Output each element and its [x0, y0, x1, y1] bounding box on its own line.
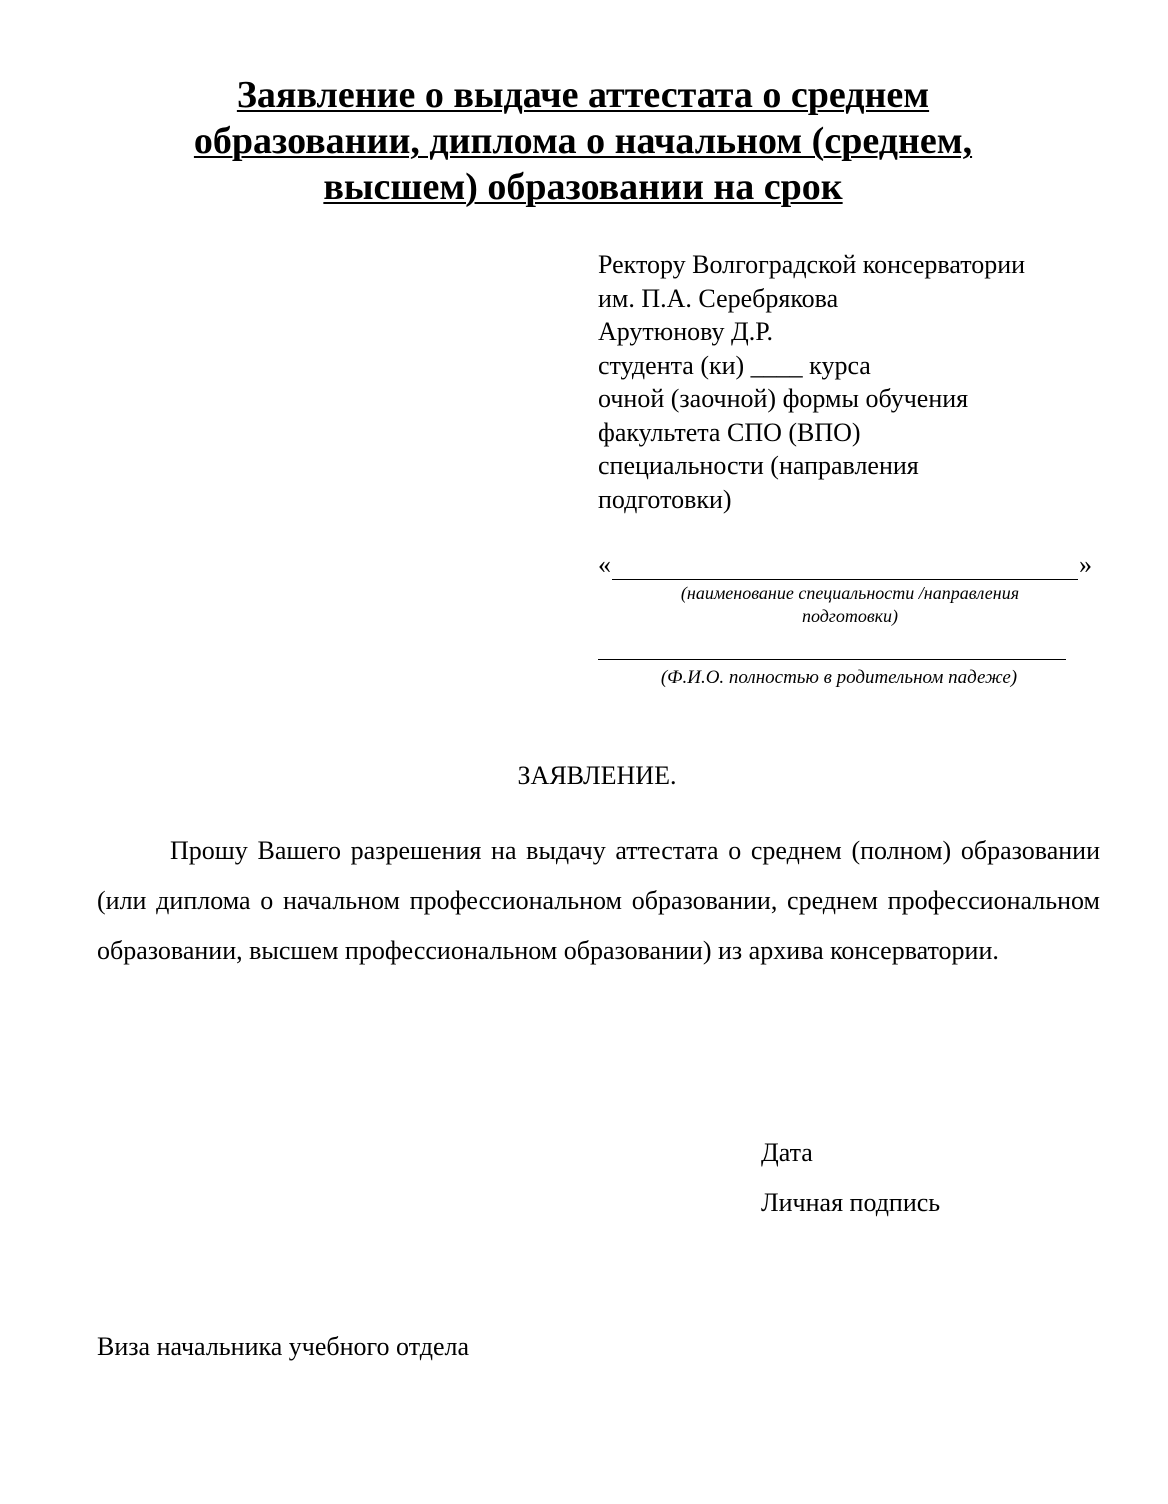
addressee-block: [598, 248, 1025, 516]
addressee-line-3: Арутюнову Д.Р.: [598, 317, 773, 346]
open-quote: «: [598, 550, 611, 579]
document-title: [100, 72, 1066, 210]
addressee-line-6: факультета СПО (ВПО): [598, 417, 861, 447]
visa-label: Виза начальника учебного отдела: [97, 1332, 469, 1361]
specialty-hint: [630, 582, 1070, 628]
addressee-line-2: им. П.А. Серебрякова: [598, 283, 839, 313]
title-line-2: образовании, диплома о начальном (среднем,: [193, 120, 973, 162]
specialty-hint-line-2: подготовки): [801, 606, 899, 626]
statement-body: Прошу Вашего разрешения на выдачу аттестата о среднем (полном) образовании (или диплома о начальном профессиональном образовании, среднем профессиональном образовании, высшем профессиональном образовании) из архива консерватории.: [97, 836, 1100, 965]
signature-block: [761, 1128, 940, 1228]
addressee-line-4: студента (ки) ____ курса: [598, 350, 871, 380]
addressee-line-5: очной (заочной) формы обучения: [598, 384, 969, 413]
addressee-line-7: специальности (направления: [598, 451, 919, 480]
date-label: Дата: [761, 1138, 813, 1167]
addressee-line-8: подготовки): [598, 484, 732, 514]
fio-hint: [598, 666, 1080, 690]
close-quote: »: [1079, 550, 1092, 579]
title-line-1: Заявление о выдаче аттестата о среднем: [236, 74, 930, 116]
fio-blank-line[interactable]: [598, 659, 1066, 660]
signature-label: Личная подпись: [761, 1188, 941, 1217]
addressee-line-1: Ректору Волгоградской консерватории: [598, 250, 1026, 279]
specialty-hint-line-1: (наименование специальности /направления: [680, 583, 1020, 603]
specialty-blank-line: [612, 579, 1078, 580]
fio-hint-text: (Ф.И.О. полностью в родительном падеже): [660, 667, 1018, 688]
statement-heading: ЗАЯВЛЕНИЕ.: [517, 761, 677, 790]
title-line-3: высшем) образовании на срок: [323, 166, 843, 208]
